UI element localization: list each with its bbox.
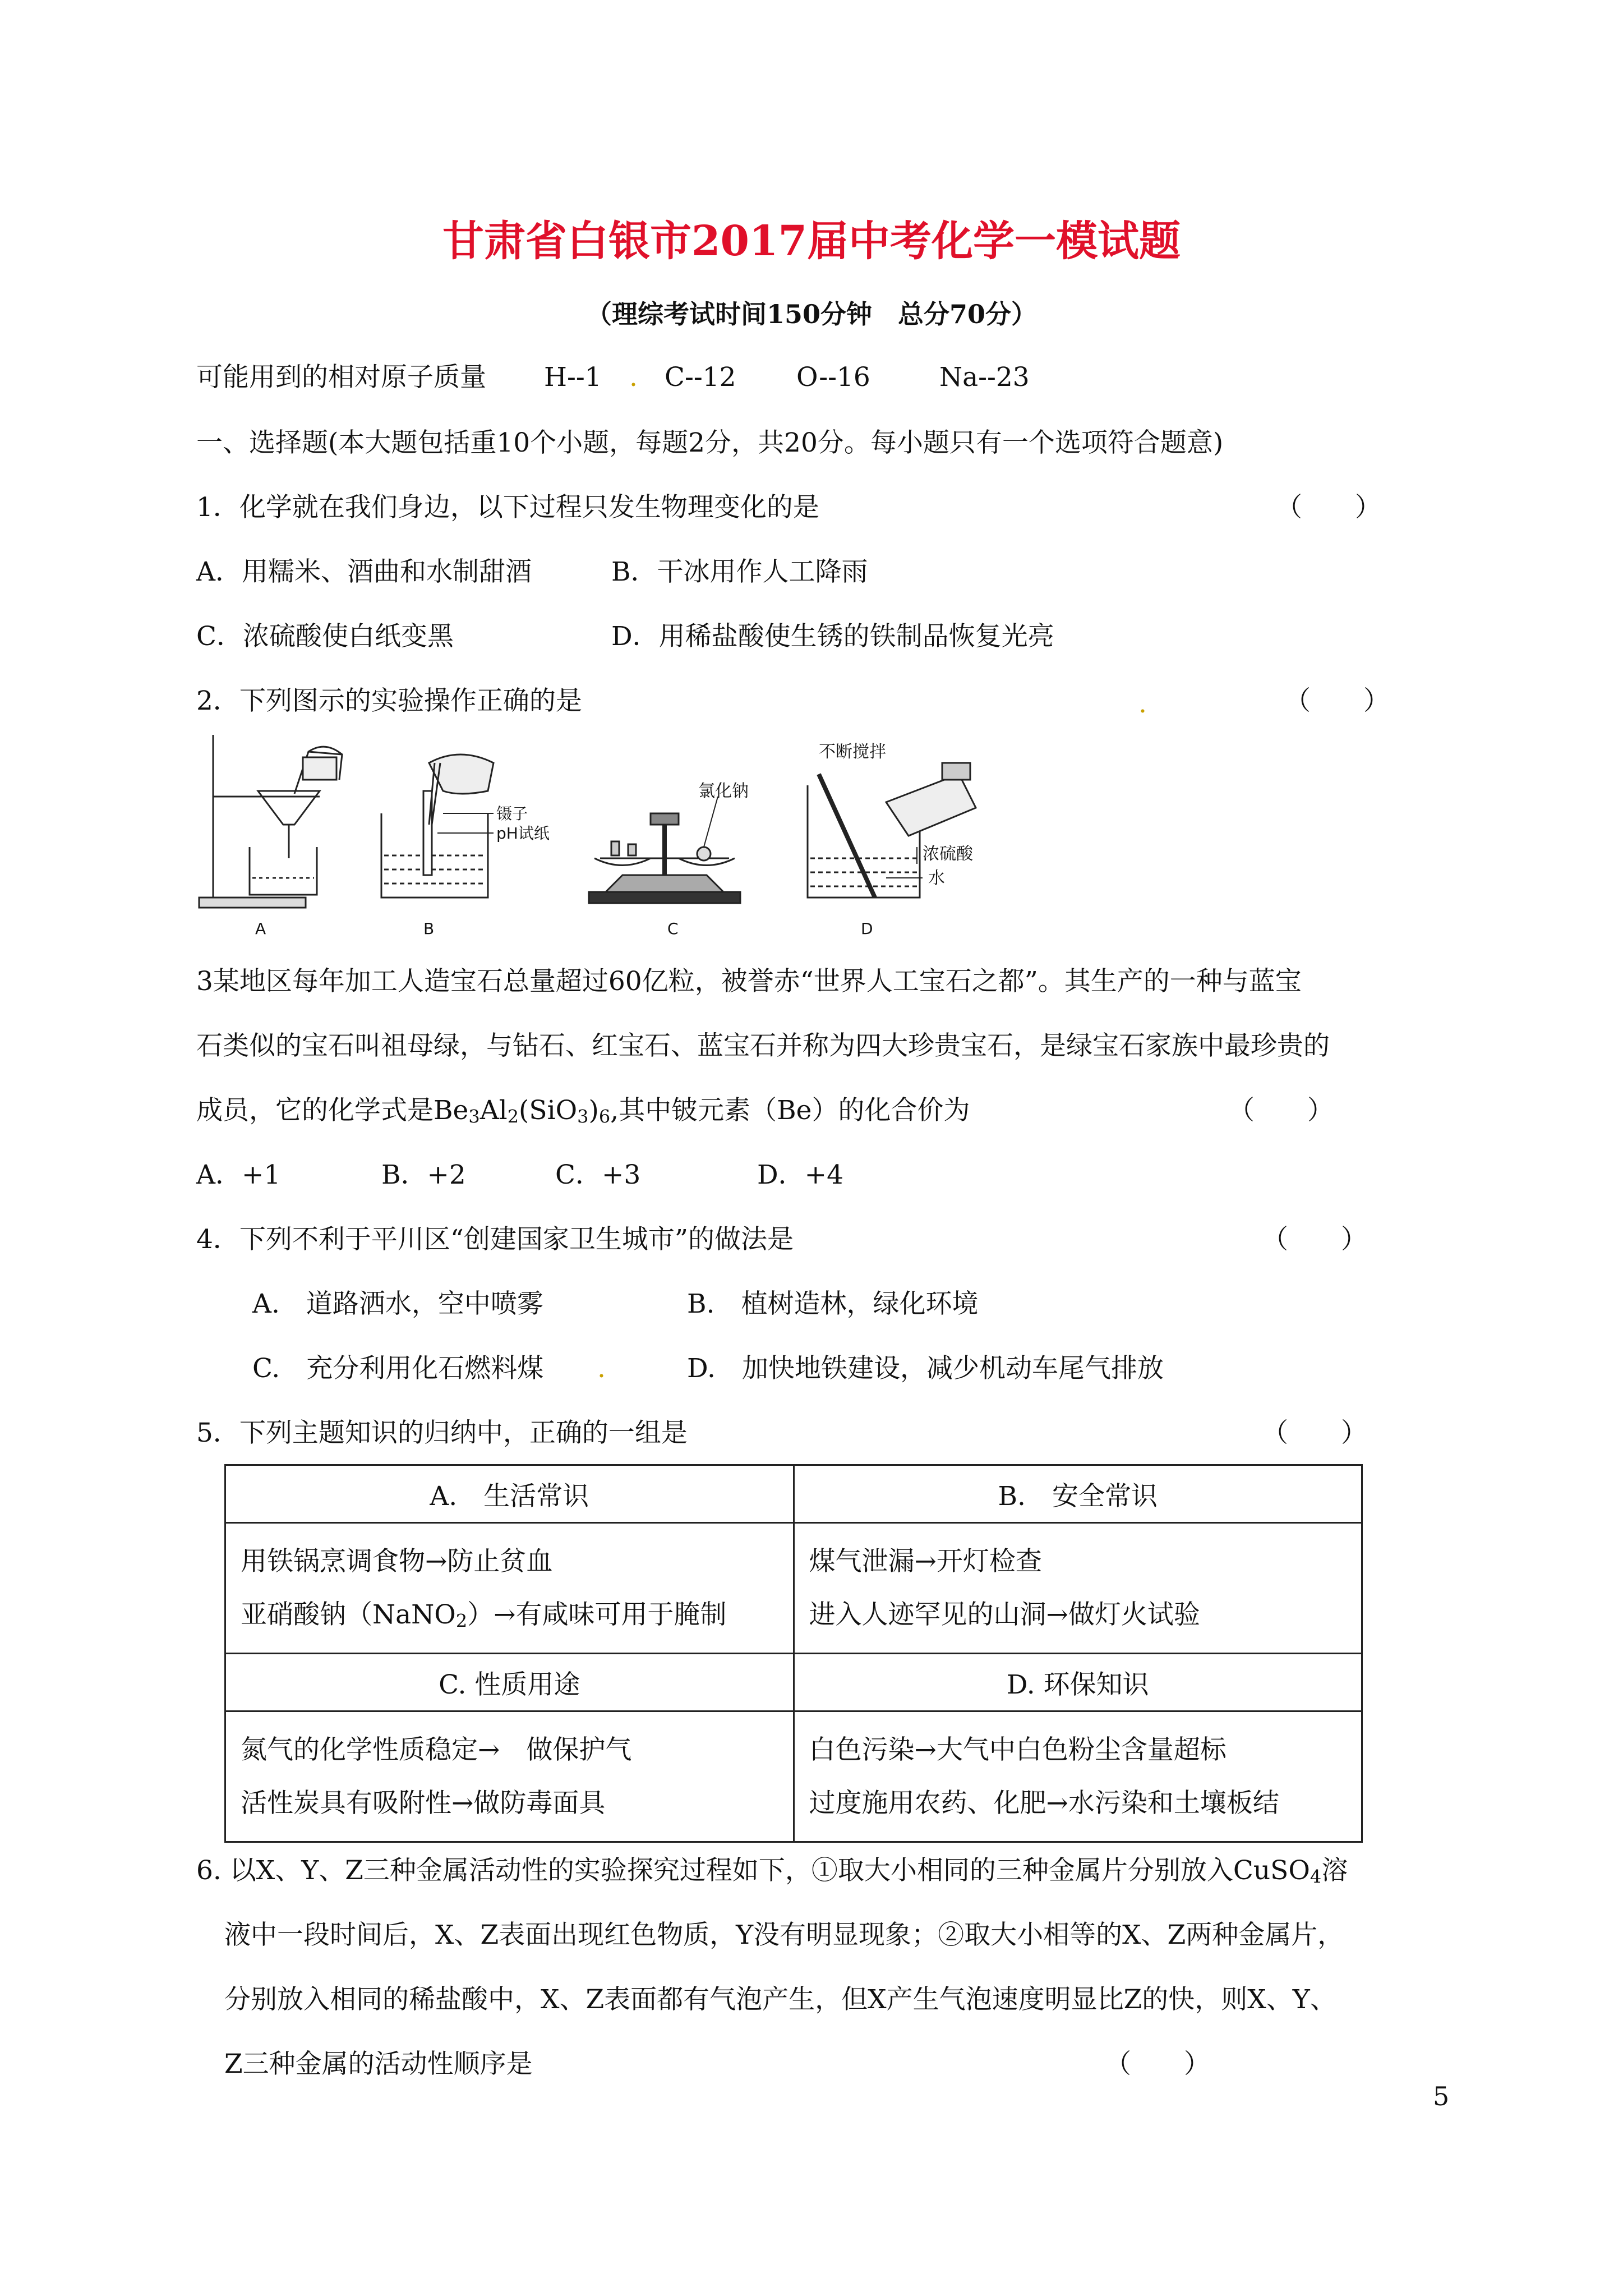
exam-subtitle: （理综考试时间150分钟 总分70分） xyxy=(585,299,1038,329)
atomic-mass-label: 可能用到的相对原子质量 xyxy=(196,362,486,393)
q3-option-d: D．+4 xyxy=(757,1159,843,1190)
q4-option-d: D. 加快地铁建设，减少机动车尾气排放 xyxy=(687,1353,1164,1384)
table-cell-d: 白色污染→大气中白色粉尘含量超标 过度施用农药、化肥→水污染和土壤板结 xyxy=(794,1711,1362,1842)
q4-option-a: A. 道路洒水，空中喷雾 xyxy=(252,1289,543,1319)
q1-option-c: C．浓硫酸使白纸变黑 xyxy=(196,621,454,652)
page-number: 5 xyxy=(1433,2081,1450,2111)
q3-option-b: B．+2 xyxy=(381,1159,466,1190)
q4-answer-bracket: （ ） xyxy=(1262,1224,1367,1255)
q4-option-b: B. 植树造林，绿化环境 xyxy=(687,1289,979,1319)
q6-line3: 分别放入相同的稀盐酸中，X、Z表面都有气泡产生，但X产生气泡速度明显比Z的快，则X、Y、 xyxy=(224,1984,1336,2015)
table-cell-a: 用铁锅烹调食物→防止贫血 亚硝酸钠（NaNO$_2$）→有咸味可用于腌制 xyxy=(225,1523,794,1654)
stray-dot: . xyxy=(597,1353,606,1384)
nacl-label: 氯化钠 xyxy=(698,781,749,801)
atomic-mass-c: C--12 xyxy=(665,362,736,393)
q3-formula: $Be_3Al_2(SiO_3)_6$ xyxy=(434,1095,611,1128)
q3-option-a: A．+1 xyxy=(196,1159,281,1190)
q3-line2: 石类似的宝石叫祖母绿，与钻石、红宝石、蓝宝石并称为四大珍贵宝石，是绿宝石家族中最珍贵的 xyxy=(196,1030,1330,1061)
q3-line3-pre: 成员，它的化学式是 xyxy=(196,1095,434,1126)
q5-answer-bracket: （ ） xyxy=(1262,1418,1367,1448)
water-label: 水 xyxy=(928,868,945,888)
q3-line1: 3某地区每年加工人造宝石总量超过60亿粒，被誉赤“世界人工宝石之都”。其生产的一种与蓝宝 xyxy=(196,966,1302,997)
table-head-a: A. 生活常识 xyxy=(225,1465,794,1523)
exam-title: 甘肃省白银市2017届中考化学一模试题 xyxy=(442,217,1181,265)
balance-apparatus xyxy=(589,813,740,903)
stir-label: 不断搅拌 xyxy=(819,742,886,762)
table-head-c: C. 性质用途 xyxy=(225,1654,794,1711)
q1-answer-bracket: （ ） xyxy=(1276,492,1381,523)
table-head-d: D. 环保知识 xyxy=(794,1654,1362,1711)
lab-operations-figure xyxy=(196,729,1004,942)
q3-line3-post: ,其中铍元素（Be）的化合价为 xyxy=(610,1095,970,1126)
q1-option-d: D．用稀盐酸使生锈的铁制品恢复光亮 xyxy=(611,621,1054,652)
table-head-b: B. 安全常识 xyxy=(794,1465,1362,1523)
figure-label-c: C xyxy=(667,919,679,938)
q6-line4: Z三种金属的活动性顺序是 xyxy=(224,2049,533,2079)
knowledge-table xyxy=(224,1464,1363,1843)
atomic-mass-na: Na--23 xyxy=(939,362,1030,393)
q1-option-a: A．用糯米、酒曲和水制甜酒 xyxy=(196,556,532,587)
q6-line2: 液中一段时间后，X、Z表面出现红色物质，Y没有明显现象；②取大小相等的X、Z两种金属片， xyxy=(224,1920,1344,1950)
stray-dot: . xyxy=(629,362,638,393)
atomic-mass-h: H--1 xyxy=(544,362,602,393)
q4-option-c: C. 充分利用化石燃料煤 xyxy=(252,1353,544,1384)
acid-label: 浓硫酸 xyxy=(923,844,973,864)
q3-option-c: C．+3 xyxy=(555,1159,641,1190)
section-title: 一、选择题(本大题包括重10个小题，每题2分，共20分。每小题只有一个选项符合题意) xyxy=(196,427,1224,458)
filtration-apparatus xyxy=(199,735,342,908)
q1-option-b: B．干冰用作人工降雨 xyxy=(611,556,868,587)
tweezers-label: 镊子 xyxy=(496,804,528,823)
q3-answer-bracket: （ ） xyxy=(1228,1095,1334,1126)
figure-label-d: D xyxy=(861,919,873,938)
q3-line3 xyxy=(196,1094,970,1128)
q2-stem: 2．下列图示的实验操作正确的是 xyxy=(196,685,582,716)
q2-answer-bracket: （ ） xyxy=(1284,685,1390,716)
figure-label-a: A xyxy=(255,919,266,938)
q5-stem: 5．下列主题知识的归纳中，正确的一组是 xyxy=(196,1418,688,1448)
stray-dot: . xyxy=(1138,688,1147,719)
table-cell-b: 煤气泄漏→开灯检查 进入人迹罕见的山洞→做灯火试验 xyxy=(794,1523,1362,1654)
ph-test-apparatus xyxy=(381,754,494,898)
table-cell-c: 氮气的化学性质稳定→ 做保护气 活性炭具有吸附性→做防毒面具 xyxy=(225,1711,794,1842)
q6-answer-bracket: （ ） xyxy=(1105,2049,1210,2079)
figure-label-b: B xyxy=(423,919,435,938)
atomic-mass-o: O--16 xyxy=(796,362,870,393)
q4-stem: 4．下列不利于平川区“创建国家卫生城市”的做法是 xyxy=(196,1224,794,1255)
q6-line1: 6. 以X、Y、Z三种金属活动性的实验探究过程如下，①取大小相同的三种金属片分别放入CuSO$_4$溶 xyxy=(196,1855,1348,1888)
ph-paper-label: pH试纸 xyxy=(496,824,550,843)
q1-stem: 1．化学就在我们身边，以下过程只发生物理变化的是 xyxy=(196,492,819,523)
